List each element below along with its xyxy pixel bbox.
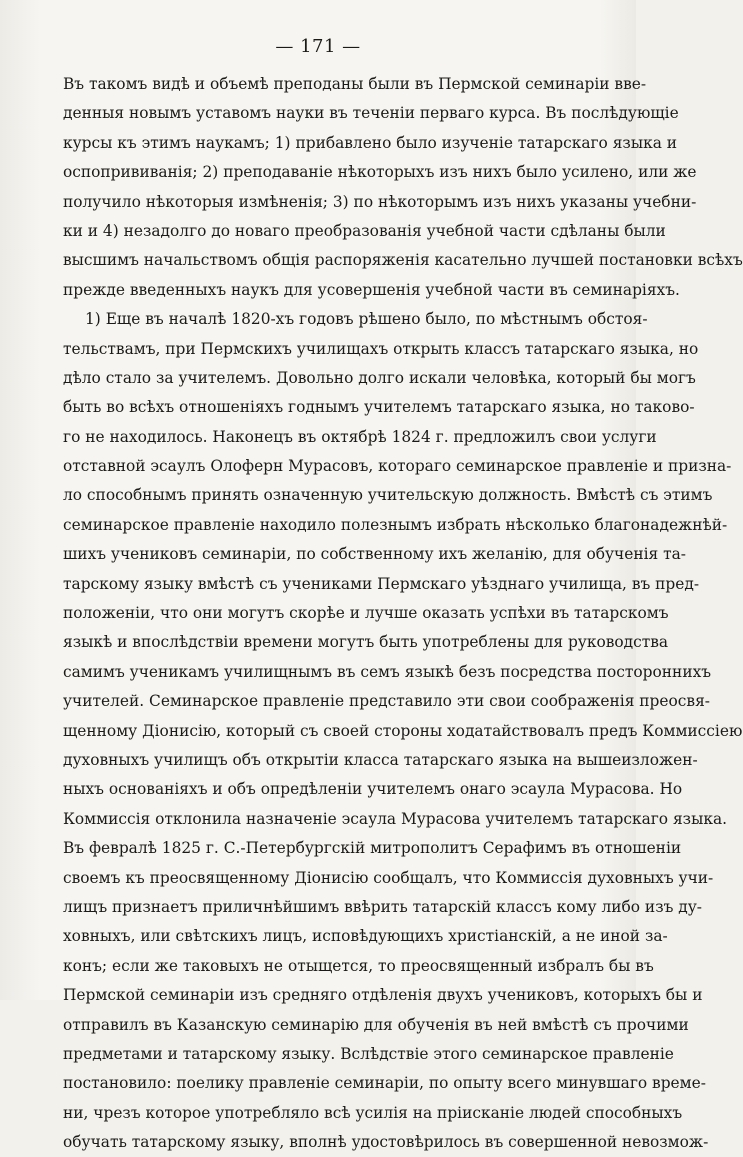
text-line: Въ февралѣ 1825 г. С.-Петербургскій митрополитъ Серафимъ въ отношеніи: [63, 839, 682, 858]
text-line: ховныхъ, или свѣтскихъ лицъ, исповѣдующихъ христіанскій, а не иной за-: [63, 927, 668, 946]
text-line: отставной эсаулъ Олоферн Мурасовъ, котораго семинарское правленіе и призна-: [63, 457, 732, 476]
text-line: самимъ ученикамъ училищнымъ въ семъ языкѣ безъ посредства постороннихъ: [63, 662, 712, 681]
text-line: Коммиссія отклонила назначеніе эсаула Мурасова учителемъ татарскаго языка.: [63, 809, 728, 828]
text-line: щенному Діонисію, который съ своей стороны ходатайствовалъ предъ Коммиссіею: [63, 721, 743, 740]
body-text: [63, 70, 743, 1157]
text-line: учителей. Семинарское правленіе представило эти свои соображенія преосвя-: [63, 692, 710, 711]
text-line: курсы къ этимъ наукамъ; 1) прибавлено было изученіе татарскаго языка и: [63, 133, 678, 152]
text-line: ни, чрезъ которое употребляло всѣ усилія на пріисканіе людей способныхъ: [63, 1103, 683, 1122]
text-line: го не находилось. Наконецъ въ октябрѣ 1824 г. предложилъ свои услуги: [63, 427, 657, 446]
text-line: своемъ къ преосвященному Діонисію сообщалъ, что Коммиссія духовныхъ учи-: [63, 868, 714, 887]
text-line: ки и 4) незадолго до новаго преобразованія учебной части сдѣланы были: [63, 221, 666, 240]
text-line: прежде введенныхъ наукъ для усовершенія учебной части въ семинаріяхъ.: [63, 280, 680, 299]
text-line: дѣло стало за учителемъ. Довольно долго искали человѣка, который бы могъ: [63, 368, 696, 387]
text-line: обучать татарскому языку, вполнѣ удостовѣрилось въ совершенной невозмож-: [63, 1133, 709, 1152]
text-line: денныя новымъ уставомъ науки въ теченіи перваго курса. Въ послѣдующіе: [63, 104, 679, 123]
text-line: языкѣ и впослѣдствіи времени могутъ быть употреблены для руководства: [63, 633, 669, 652]
paragraph: [63, 305, 743, 1157]
text-line: тарскому языку вмѣстѣ съ учениками Пермскаго уѣзднаго училища, въ пред-: [63, 574, 700, 593]
paragraph: [63, 70, 743, 305]
text-line: постановило: поелику правленіе семинаріи, по опыту всего минувшаго време-: [63, 1074, 706, 1093]
text-line: Въ такомъ видѣ и объемѣ преподаны были въ Пермской семинаріи вве-: [63, 75, 647, 93]
text-line: семинарское правленіе находило полезнымъ избрать нѣсколько благонадежнѣй-: [63, 515, 728, 534]
text-line: 1) Еще въ началѣ 1820-хъ годовъ рѣшено было, по мѣстнымъ обстоя-: [85, 310, 648, 329]
text-line: быть во всѣхъ отношеніяхъ годнымъ учителемъ татарскаго языка, но таково-: [63, 398, 695, 417]
text-line: конъ; если же таковыхъ не отыщется, то преосвященный избралъ бы въ: [63, 956, 654, 975]
text-line: предметами и татарскому языку. Вслѣдствіе этого семинарское правленіе: [63, 1044, 674, 1063]
page-number: — 171 —: [275, 36, 361, 57]
text-line: шихъ учениковъ семинаріи, по собственному ихъ желанію, для обученія та-: [63, 545, 687, 564]
text-line: получило нѣкоторыя измѣненія; 3) по нѣкоторымъ изъ нихъ указаны учебни-: [63, 192, 697, 211]
text-line: ныхъ основаніяхъ и объ опредѣленіи учителемъ онаго эсаула Мурасова. Но: [63, 780, 683, 799]
text-line: отправилъ въ Казанскую семинарію для обученія въ ней вмѣстѣ съ прочими: [63, 1015, 689, 1034]
text-line: положеніи, что они могутъ скорѣе и лучше оказать успѣхи въ татарскомъ: [63, 604, 669, 623]
text-line: тельствамъ, при Пермскихъ училищахъ открыть классъ татарскаго языка, но: [63, 339, 699, 358]
text-line: Пермской семинаріи изъ средняго отдѣленія двухъ учениковъ, которыхъ бы и: [63, 986, 703, 1005]
text-line: духовныхъ училищъ объ открытіи класса татарскаго языка на вышеизложен-: [63, 750, 698, 769]
text-line: ло способнымъ принять означенную учительскую должность. Вмѣстѣ съ этимъ: [63, 486, 713, 505]
text-line: лищъ признаетъ приличнѣйшимъ ввѣрить татарскій классъ кому либо изъ ду-: [63, 897, 703, 916]
text-line: оспопрививанія; 2) преподаваніе нѣкоторыхъ изъ нихъ было усилено, или же: [63, 163, 697, 182]
text-line: высшимъ начальствомъ общія распоряженія касательно лучшей постановки всѣхъ: [63, 251, 743, 270]
